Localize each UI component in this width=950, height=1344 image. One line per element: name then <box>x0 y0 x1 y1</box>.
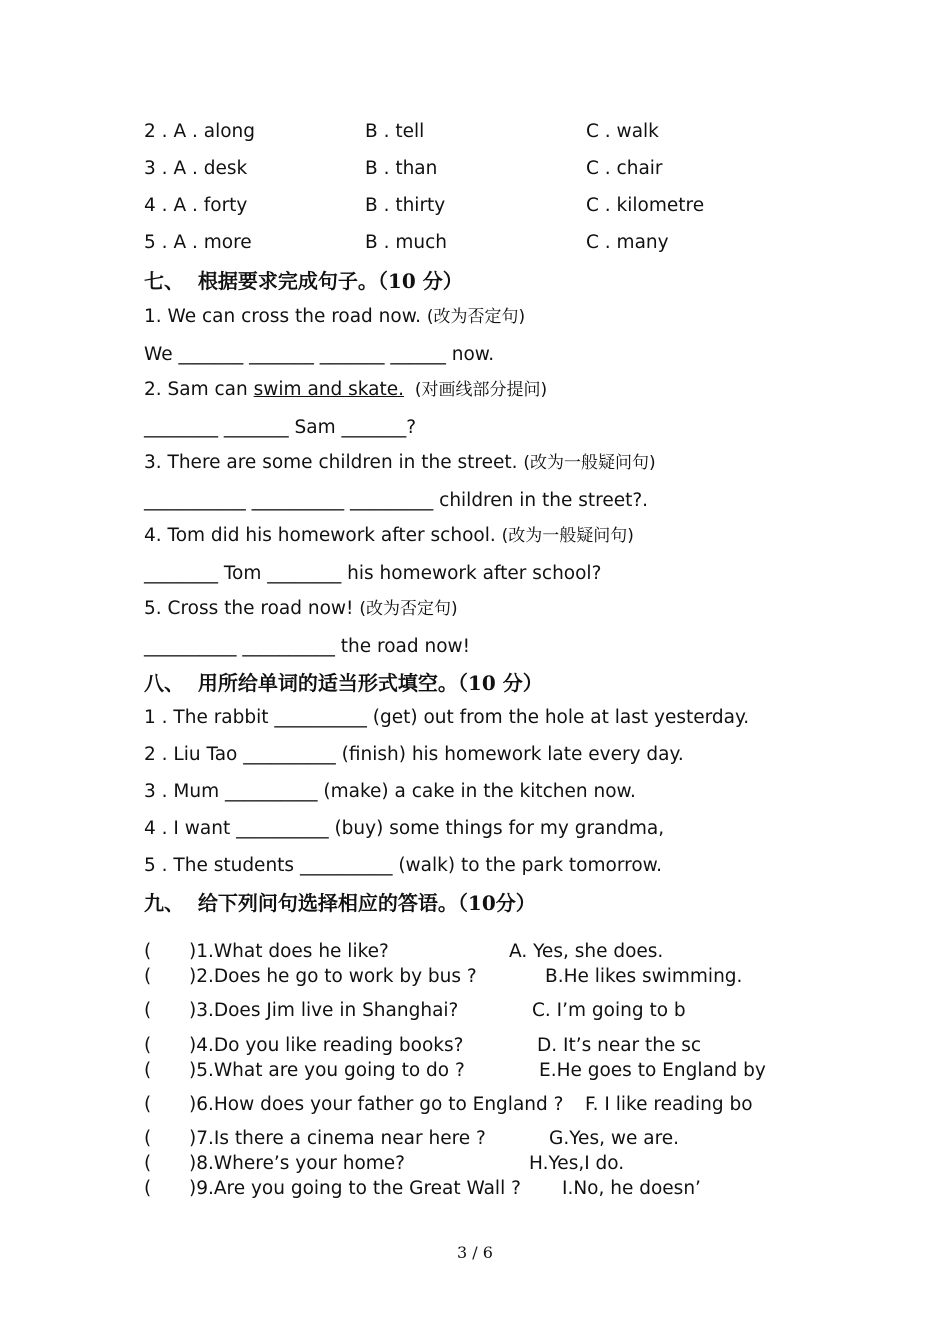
match-row-5: ( )5.What are you going to do ? E.He goes to England by <box>144 1060 766 1081</box>
section-9-heading: 九、 给下列问句选择相应的答语。（10分） <box>144 891 536 915</box>
match-answer: H.Yes,I do. <box>529 1153 625 1174</box>
option-a: 3 . A . desk <box>144 158 248 179</box>
match-answer: B.He likes swimming. <box>545 966 743 987</box>
match-question: )2.Does he go to work by bus ? <box>189 966 477 987</box>
section-8-item-3: 3 . Mum __________ (make) a cake in the kitchen now. <box>144 781 636 802</box>
section-8-item-1: 1 . The rabbit __________ (get) out from the hole at last yesterday. <box>144 707 750 728</box>
match-answer: E.He goes to England by <box>539 1060 766 1081</box>
section-7-question-4: 4. Tom did his homework after school. (改为一般疑问句) <box>144 525 634 546</box>
match-answer: D. It’s near the sc <box>537 1035 702 1056</box>
option-a: 2 . A . along <box>144 121 255 142</box>
page-number: 3 / 6 <box>457 1243 493 1262</box>
option-row-2 <box>144 121 844 145</box>
match-answer: A. Yes, she does. <box>509 941 664 962</box>
option-a: 4 . A . forty <box>144 195 248 216</box>
match-question: )1.What does he like? <box>189 941 389 962</box>
underlined-phrase: swim and skate. <box>253 379 405 400</box>
option-row-4 <box>144 195 844 219</box>
section-7-question-1: 1. We can cross the road now. (改为否定句) <box>144 306 526 327</box>
section-7-question-3: 3. There are some children in the street. (改为一般疑问句) <box>144 452 656 473</box>
option-b: B . much <box>365 232 447 253</box>
section-8-heading: 八、 用所给单词的适当形式填空。（10 分） <box>144 671 543 695</box>
section-7-answer-3: ___________ __________ _________ children in the street?. <box>144 490 649 511</box>
match-question: )8.Where’s your home? <box>189 1153 405 1174</box>
match-question: )4.Do you like reading books? <box>189 1035 464 1056</box>
match-question: )6.How does your father go to England ? <box>189 1094 564 1115</box>
option-row-3 <box>144 158 844 182</box>
option-b: B . tell <box>365 121 425 142</box>
match-row-7: ( )7.Is there a cinema near here ? G.Yes, we are. <box>144 1128 680 1149</box>
section-8-item-5: 5 . The students __________ (walk) to the park tomorrow. <box>144 855 662 876</box>
section-7-answer-1: We _______ _______ _______ ______ now. <box>144 344 495 365</box>
match-answer: I.No, he doesn’ <box>562 1178 701 1199</box>
option-c: C . many <box>586 232 669 253</box>
section-8-item-4: 4 . I want __________ (buy) some things for my grandma, <box>144 818 665 839</box>
option-c: C . chair <box>586 158 663 179</box>
section-7-question-2: 2. Sam can swim and skate. (对画线部分提问) <box>144 379 548 400</box>
match-question: )5.What are you going to do ? <box>189 1060 465 1081</box>
match-row-1: ( )1.What does he like? A. Yes, she does. <box>144 941 664 962</box>
match-answer: C. I’m going to b <box>532 1000 686 1021</box>
option-c: C . kilometre <box>586 195 705 216</box>
match-row-9: ( )9.Are you going to the Great Wall ? I.No, he doesn’ <box>144 1178 701 1199</box>
section-7-answer-5: __________ __________ the road now! <box>144 636 471 657</box>
option-a: 5 . A . more <box>144 232 252 253</box>
option-row-5 <box>144 232 844 256</box>
match-question: )3.Does Jim live in Shanghai? <box>189 1000 459 1021</box>
option-b: B . than <box>365 158 438 179</box>
match-row-8: ( )8.Where’s your home? H.Yes,I do. <box>144 1153 625 1174</box>
match-row-4: ( )4.Do you like reading books? D. It’s near the sc <box>144 1035 702 1056</box>
match-question: )9.Are you going to the Great Wall ? <box>189 1178 521 1199</box>
match-answer: F. I like reading bo <box>585 1094 753 1115</box>
match-row-2: ( )2.Does he go to work by bus ? B.He likes swimming. <box>144 966 743 987</box>
option-b: B . thirty <box>365 195 446 216</box>
match-question: )7.Is there a cinema near here ? <box>189 1128 486 1149</box>
section-7-answer-4: ________ Tom ________ his homework after school? <box>144 563 602 584</box>
match-answer: G.Yes, we are. <box>549 1128 680 1149</box>
section-7-answer-2: ________ _______ Sam _______? <box>144 417 417 438</box>
option-c: C . walk <box>586 121 659 142</box>
match-row-3: ( )3.Does Jim live in Shanghai? C. I’m going to b <box>144 1000 686 1021</box>
section-8-item-2: 2 . Liu Tao __________ (finish) his homework late every day. <box>144 744 684 765</box>
match-row-6: ( )6.How does your father go to England ? F. I like reading bo <box>144 1094 753 1115</box>
section-7-question-5: 5. Cross the road now! (改为否定句) <box>144 598 458 619</box>
section-7-heading: 七、 根据要求完成句子。（10 分） <box>144 269 463 293</box>
